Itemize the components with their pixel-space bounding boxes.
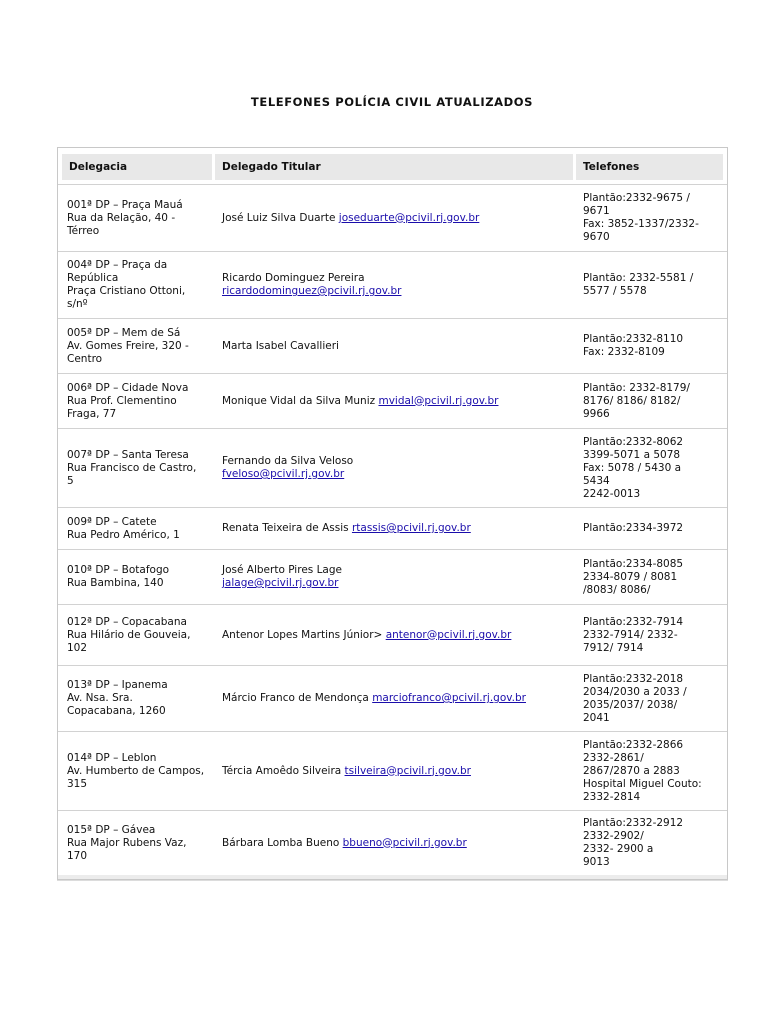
email-link[interactable]: mvidal@pcivil.rj.gov.br xyxy=(378,394,499,407)
cell-telefones xyxy=(576,604,727,665)
delegacia-line: 009ª DP – Catete xyxy=(67,515,157,528)
cell-delegado-titular xyxy=(215,251,576,318)
delegacia-line: Rua Prof. Clementino xyxy=(67,394,177,407)
telefone-line: 2334-8079 / 8081 xyxy=(583,570,678,583)
telefone-line: 7912/ 7914 xyxy=(583,641,644,654)
telefone-line: Fax: 3852-1337/2332- xyxy=(583,218,699,230)
cell-delegado-titular xyxy=(215,507,576,549)
delegacia-line: 013ª DP – Ipanema xyxy=(67,679,168,691)
telefone-line: Plantão:2334-3972 xyxy=(583,522,684,534)
telefone-line: Fax: 5078 / 5430 a xyxy=(583,461,682,474)
delegacia-line: Copacabana, 1260 xyxy=(67,705,166,717)
telefone-line: Plantão:2332-8062 xyxy=(583,435,684,448)
delegacia-line: Térreo xyxy=(67,224,100,237)
cell-delegacia xyxy=(58,184,215,251)
telefone-line: Hospital Miguel Couto: xyxy=(583,777,702,790)
email-link[interactable]: bbueno@pcivil.rj.gov.br xyxy=(342,836,467,849)
cell-delegacia xyxy=(58,731,215,810)
delegado-name: Márcio Franco de Mendonça xyxy=(222,692,369,704)
cell-telefones xyxy=(576,507,727,549)
cell-delegacia xyxy=(58,373,215,428)
delegacia-line: Rua Pedro Américo, 1 xyxy=(67,528,180,541)
telefone-line: 2332-2814 xyxy=(583,790,641,803)
delegacia-line: 001ª DP – Praça Mauá xyxy=(67,198,183,211)
cell-telefones xyxy=(576,251,727,318)
telefone-line: Plantão:2332-8110 xyxy=(583,333,684,345)
table-row xyxy=(58,810,727,879)
email-link[interactable]: joseduarte@pcivil.rj.gov.br xyxy=(338,211,480,224)
table-header-row xyxy=(58,148,727,184)
telefone-line: Plantão:2332-2018 xyxy=(583,672,684,685)
delegacia-line: República xyxy=(67,272,119,284)
delegacia-line: 012ª DP – Copacabana xyxy=(67,615,187,628)
table-row xyxy=(58,428,727,507)
telefone-line: Fax: 2332-8109 xyxy=(583,346,665,358)
cell-telefones xyxy=(576,731,727,810)
delegacia-line: Praça Cristiano Ottoni, xyxy=(67,285,186,297)
delegacia-line: Av. Nsa. Sra. xyxy=(67,692,133,704)
page-title: TELEFONES POLÍCIA CIVIL ATUALIZADOS xyxy=(250,95,534,109)
telefone-line: 2332- 2900 a xyxy=(583,843,654,855)
telefone-line: 5434 xyxy=(583,474,610,487)
telefone-line: 2035/2037/ 2038/ xyxy=(583,698,678,711)
delegacia-line: 015ª DP – Gávea xyxy=(67,823,156,836)
cell-delegado-titular xyxy=(215,549,576,604)
delegacia-line: Rua Major Rubens Vaz, xyxy=(67,836,187,849)
delegacia-line: 014ª DP – Leblon xyxy=(67,751,157,764)
delegado-name: José Luiz Silva Duarte xyxy=(222,211,336,224)
email-link[interactable]: tsilveira@pcivil.rj.gov.br xyxy=(344,764,471,777)
table-row xyxy=(58,549,727,604)
telefone-line: 5577 / 5578 xyxy=(583,285,647,297)
telefone-line: 2034/2030 a 2033 / xyxy=(583,685,687,698)
cell-delegacia xyxy=(58,507,215,549)
table-row xyxy=(58,665,727,731)
delegacia-line: Centro xyxy=(67,352,103,365)
cell-delegado-titular xyxy=(215,428,576,507)
email-link[interactable]: rtassis@pcivil.rj.gov.br xyxy=(351,522,471,534)
delegado-name: Tércia Amoêdo Silveira xyxy=(222,764,342,777)
table-row xyxy=(58,184,727,251)
cell-delegado-titular xyxy=(215,604,576,665)
telefone-line: 2332-2902/ xyxy=(583,830,644,842)
delegacia-line: Av. Humberto de Campos, xyxy=(67,764,205,777)
telefone-line: 3399-5071 a 5078 xyxy=(583,448,681,461)
cell-telefones xyxy=(576,318,727,373)
telefone-line: 2867/2870 a 2883 xyxy=(583,764,680,777)
delegacia-line: Rua Francisco de Castro, xyxy=(67,461,197,474)
delegado-name: Marta Isabel Cavallieri xyxy=(222,339,339,352)
delegacia-line: Rua Bambina, 140 xyxy=(67,577,164,589)
cell-delegacia xyxy=(58,251,215,318)
cell-delegacia xyxy=(58,318,215,373)
delegacia-line: Fraga, 77 xyxy=(67,407,117,420)
table-row xyxy=(58,507,727,549)
cell-telefones xyxy=(576,549,727,604)
delegacia-line: 010ª DP – Botafogo xyxy=(67,564,170,576)
table-row xyxy=(58,731,727,810)
cell-telefones xyxy=(576,665,727,731)
telefone-line: 2332-7914/ 2332- xyxy=(583,628,678,641)
delegado-name: Fernando da Silva Veloso xyxy=(222,455,354,467)
phone-table xyxy=(57,147,728,880)
delegacia-line: s/nº xyxy=(67,298,88,310)
delegacia-line: 5 xyxy=(67,474,74,487)
delegado-name: Ricardo Dominguez Pereira xyxy=(222,272,365,284)
cell-delegado-titular xyxy=(215,731,576,810)
email-link[interactable]: jalage@pcivil.rj.gov.br xyxy=(222,577,339,589)
cell-delegacia xyxy=(58,604,215,665)
delegado-name: Monique Vidal da Silva Muniz xyxy=(222,394,376,407)
email-link[interactable]: ricardodominguez@pcivil.rj.gov.br xyxy=(222,285,402,297)
cell-delegacia xyxy=(58,665,215,731)
telefone-line: 9013 xyxy=(583,856,610,868)
delegacia-line: 170 xyxy=(67,849,88,862)
email-link[interactable]: antenor@pcivil.rj.gov.br xyxy=(385,628,512,641)
cell-delegado-titular xyxy=(215,373,576,428)
cell-telefones xyxy=(576,810,727,879)
telefone-line: 2041 xyxy=(583,711,610,724)
telefone-line: 9670 xyxy=(583,231,610,243)
delegacia-line: Rua da Relação, 40 - xyxy=(67,211,176,224)
delegado-name: Bárbara Lomba Bueno xyxy=(222,836,340,849)
telefone-line: 2242-0013 xyxy=(583,487,641,500)
telefone-line: Plantão:2332-2866 xyxy=(583,738,684,751)
telefone-line: 2332-2861/ xyxy=(583,751,644,764)
email-link[interactable]: fveloso@pcivil.rj.gov.br xyxy=(222,468,345,480)
cell-delegacia xyxy=(58,428,215,507)
cell-telefones xyxy=(576,184,727,251)
delegacia-line: Av. Gomes Freire, 320 - xyxy=(67,339,189,352)
delegado-name: José Alberto Pires Lage xyxy=(222,564,342,576)
telefone-line: 8176/ 8186/ 8182/ xyxy=(583,394,681,407)
header-delegacia: Delegacia xyxy=(58,148,215,184)
table-row xyxy=(58,318,727,373)
telefone-line: /8083/ 8086/ xyxy=(583,583,651,596)
delegacia-line: 004ª DP – Praça da xyxy=(67,259,168,271)
table-row xyxy=(58,251,727,318)
delegacia-line: Rua Hilário de Gouveia, xyxy=(67,628,191,641)
table-row xyxy=(58,373,727,428)
delegacia-line: 007ª DP – Santa Teresa xyxy=(67,448,189,461)
table-row xyxy=(58,604,727,665)
delegacia-line: 005ª DP – Mem de Sá xyxy=(67,326,181,339)
telefone-line: Plantão:2332-9675 / xyxy=(583,192,690,204)
cell-delegado-titular xyxy=(215,318,576,373)
delegacia-line: 006ª DP – Cidade Nova xyxy=(67,381,189,394)
cell-delegacia xyxy=(58,810,215,879)
cell-telefones xyxy=(576,373,727,428)
table-body xyxy=(58,184,727,879)
telefone-line: Plantão: 2332-8179/ xyxy=(583,381,690,394)
telefone-line: Plantão: 2332-5581 / xyxy=(583,272,694,284)
telefone-line: 9671 xyxy=(583,205,610,217)
telefone-line: Plantão:2332-2912 xyxy=(583,817,684,829)
telefone-line: Plantão:2334-8085 xyxy=(583,557,684,570)
telefone-line: 9966 xyxy=(583,407,610,420)
delegacia-line: 102 xyxy=(67,641,88,654)
delegacia-line: 315 xyxy=(67,777,88,790)
cell-delegacia xyxy=(58,549,215,604)
header-delegado-titular: Delegado Titular xyxy=(215,148,576,184)
email-link[interactable]: marciofranco@pcivil.rj.gov.br xyxy=(372,692,526,704)
telefone-line: Plantão:2332-7914 xyxy=(583,615,684,628)
delegado-name: Antenor Lopes Martins Júnior> xyxy=(222,628,383,641)
cell-telefones xyxy=(576,428,727,507)
header-telefones: Telefones xyxy=(576,148,727,184)
cell-delegado-titular xyxy=(215,184,576,251)
delegado-name: Renata Teixeira de Assis xyxy=(222,522,349,534)
cell-delegado-titular xyxy=(215,810,576,879)
cell-delegado-titular xyxy=(215,665,576,731)
